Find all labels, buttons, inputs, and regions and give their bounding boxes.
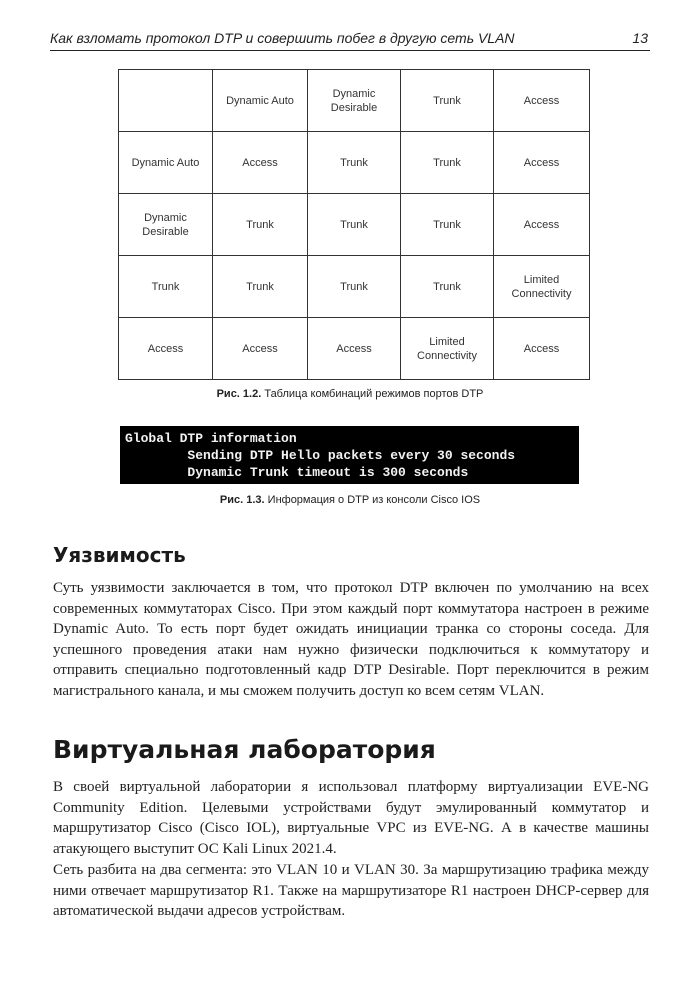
table-cell — [213, 70, 308, 132]
figure-caption — [0, 494, 700, 506]
table-cell — [213, 318, 308, 380]
table-cell — [401, 256, 494, 318]
table-cell-text: Trunk — [433, 280, 461, 293]
table-cell-text: Trunk — [340, 218, 368, 231]
table-cell-text: Access — [242, 342, 278, 355]
table-cell — [119, 70, 213, 132]
table-cell — [401, 132, 494, 194]
figure-caption-text: Информация о DTP из консоли Cisco IOS — [267, 494, 481, 506]
figure-label: Рис. 1.2. — [216, 388, 262, 400]
table-cell — [494, 70, 590, 132]
table-cell-text: Dynamic Desirable — [330, 87, 378, 114]
table-cell-text: Dynamic Desirable — [142, 211, 189, 238]
table-cell-text: Trunk — [340, 280, 368, 293]
table-cell — [401, 194, 494, 256]
table-cell-text: Trunk — [433, 156, 461, 169]
table-cell — [401, 70, 494, 132]
table-cell — [119, 194, 213, 256]
table-cell-text: Access — [523, 218, 560, 231]
console-line: Dynamic Trunk timeout is 300 seconds — [125, 465, 469, 480]
table-cell — [494, 132, 590, 194]
section-heading: Уязвимость — [53, 543, 186, 567]
table-cell-text: Access — [242, 156, 278, 169]
table-cell-text: Access — [147, 342, 184, 355]
table-cell-text: Dynamic Auto — [131, 156, 200, 169]
table-row — [119, 132, 590, 194]
table-cell — [494, 194, 590, 256]
table-row — [119, 194, 590, 256]
table-cell-text: Trunk — [246, 218, 274, 231]
figure-caption — [0, 388, 700, 400]
table-cell — [308, 70, 401, 132]
table-cell — [308, 256, 401, 318]
table-cell-text: Access — [523, 342, 560, 355]
console-output — [120, 426, 579, 484]
body-paragraph: Сеть разбита на два сегмента: это VLAN 10 и VLAN 30. За маршрутизацию трафика между ними отвечает маршрутизатор R1. Также на маршрутизаторе R1 настроен DHCP-сервер для автоматической выдачи адресов устройствам. — [53, 862, 649, 919]
body-paragraph: В своей виртуальной лаборатории я использовал платформу виртуализации EVE-NG Community Edition. Целевыми устройствами будут эмулированный коммутатор и маршрутизатор Cisco (Cisco IOL), виртуальные VPC из EVE-NG. А в качестве машины атакующего выступит ОС Kali Linux 2021.4. — [53, 779, 649, 857]
table-cell-text: Limited Connectivity — [511, 273, 572, 300]
body-paragraph: Суть уязвимости заключается в том, что протокол DTP включен по умолчанию на всех современных коммутаторах Cisco. При этом каждый порт коммутатора настроен в режиме Dynamic Auto. То есть порт будет ожидать инициации транка со стороны соседа. Для успешного проведения атаки нам нужно физически подключиться к коммутатору и отправить специально подготовленный кадр DTP Desirable. Порт переключится в режим магистрального канала, и мы сможем получить доступ ко всем сетям VLAN. — [53, 580, 649, 699]
table-cell-text: Trunk — [246, 280, 274, 293]
table-cell — [494, 256, 590, 318]
table-cell — [494, 318, 590, 380]
table-cell-text: Access — [336, 342, 372, 355]
table-cell — [213, 256, 308, 318]
console-line: Sending DTP Hello packets every 30 seconds — [125, 448, 516, 463]
table-cell-text: Access — [523, 94, 560, 107]
table-row — [119, 318, 590, 380]
table-cell — [213, 194, 308, 256]
table-cell-text: Trunk — [340, 156, 368, 169]
console-line: Global DTP information — [125, 431, 297, 446]
table-cell-text: Limited Connectivity — [417, 335, 477, 362]
table-cell — [308, 132, 401, 194]
table-cell-text: Trunk — [151, 280, 180, 293]
table-cell — [119, 256, 213, 318]
page-number: 13 — [632, 30, 648, 46]
figure-label: Рис. 1.3. — [219, 494, 265, 506]
running-header — [50, 30, 650, 51]
table-cell-text: Trunk — [433, 218, 461, 231]
table-row — [119, 256, 590, 318]
table-header-row — [119, 70, 590, 132]
table-cell-text: Access — [523, 156, 560, 169]
table-cell — [308, 318, 401, 380]
table-cell — [119, 318, 213, 380]
section-heading: Виртуальная лаборатория — [53, 735, 436, 764]
dtp-mode-table — [118, 69, 590, 380]
table-cell-text: Dynamic Auto — [226, 94, 294, 107]
table-cell — [308, 194, 401, 256]
table-cell — [401, 318, 494, 380]
table-cell — [213, 132, 308, 194]
running-header-title: Как взломать протокол DTP и совершить побег в другую сеть VLAN — [50, 30, 515, 46]
table-cell — [119, 132, 213, 194]
table-cell-text: Trunk — [433, 94, 461, 107]
figure-caption-text: Таблица комбинаций режимов портов DTP — [264, 388, 484, 400]
